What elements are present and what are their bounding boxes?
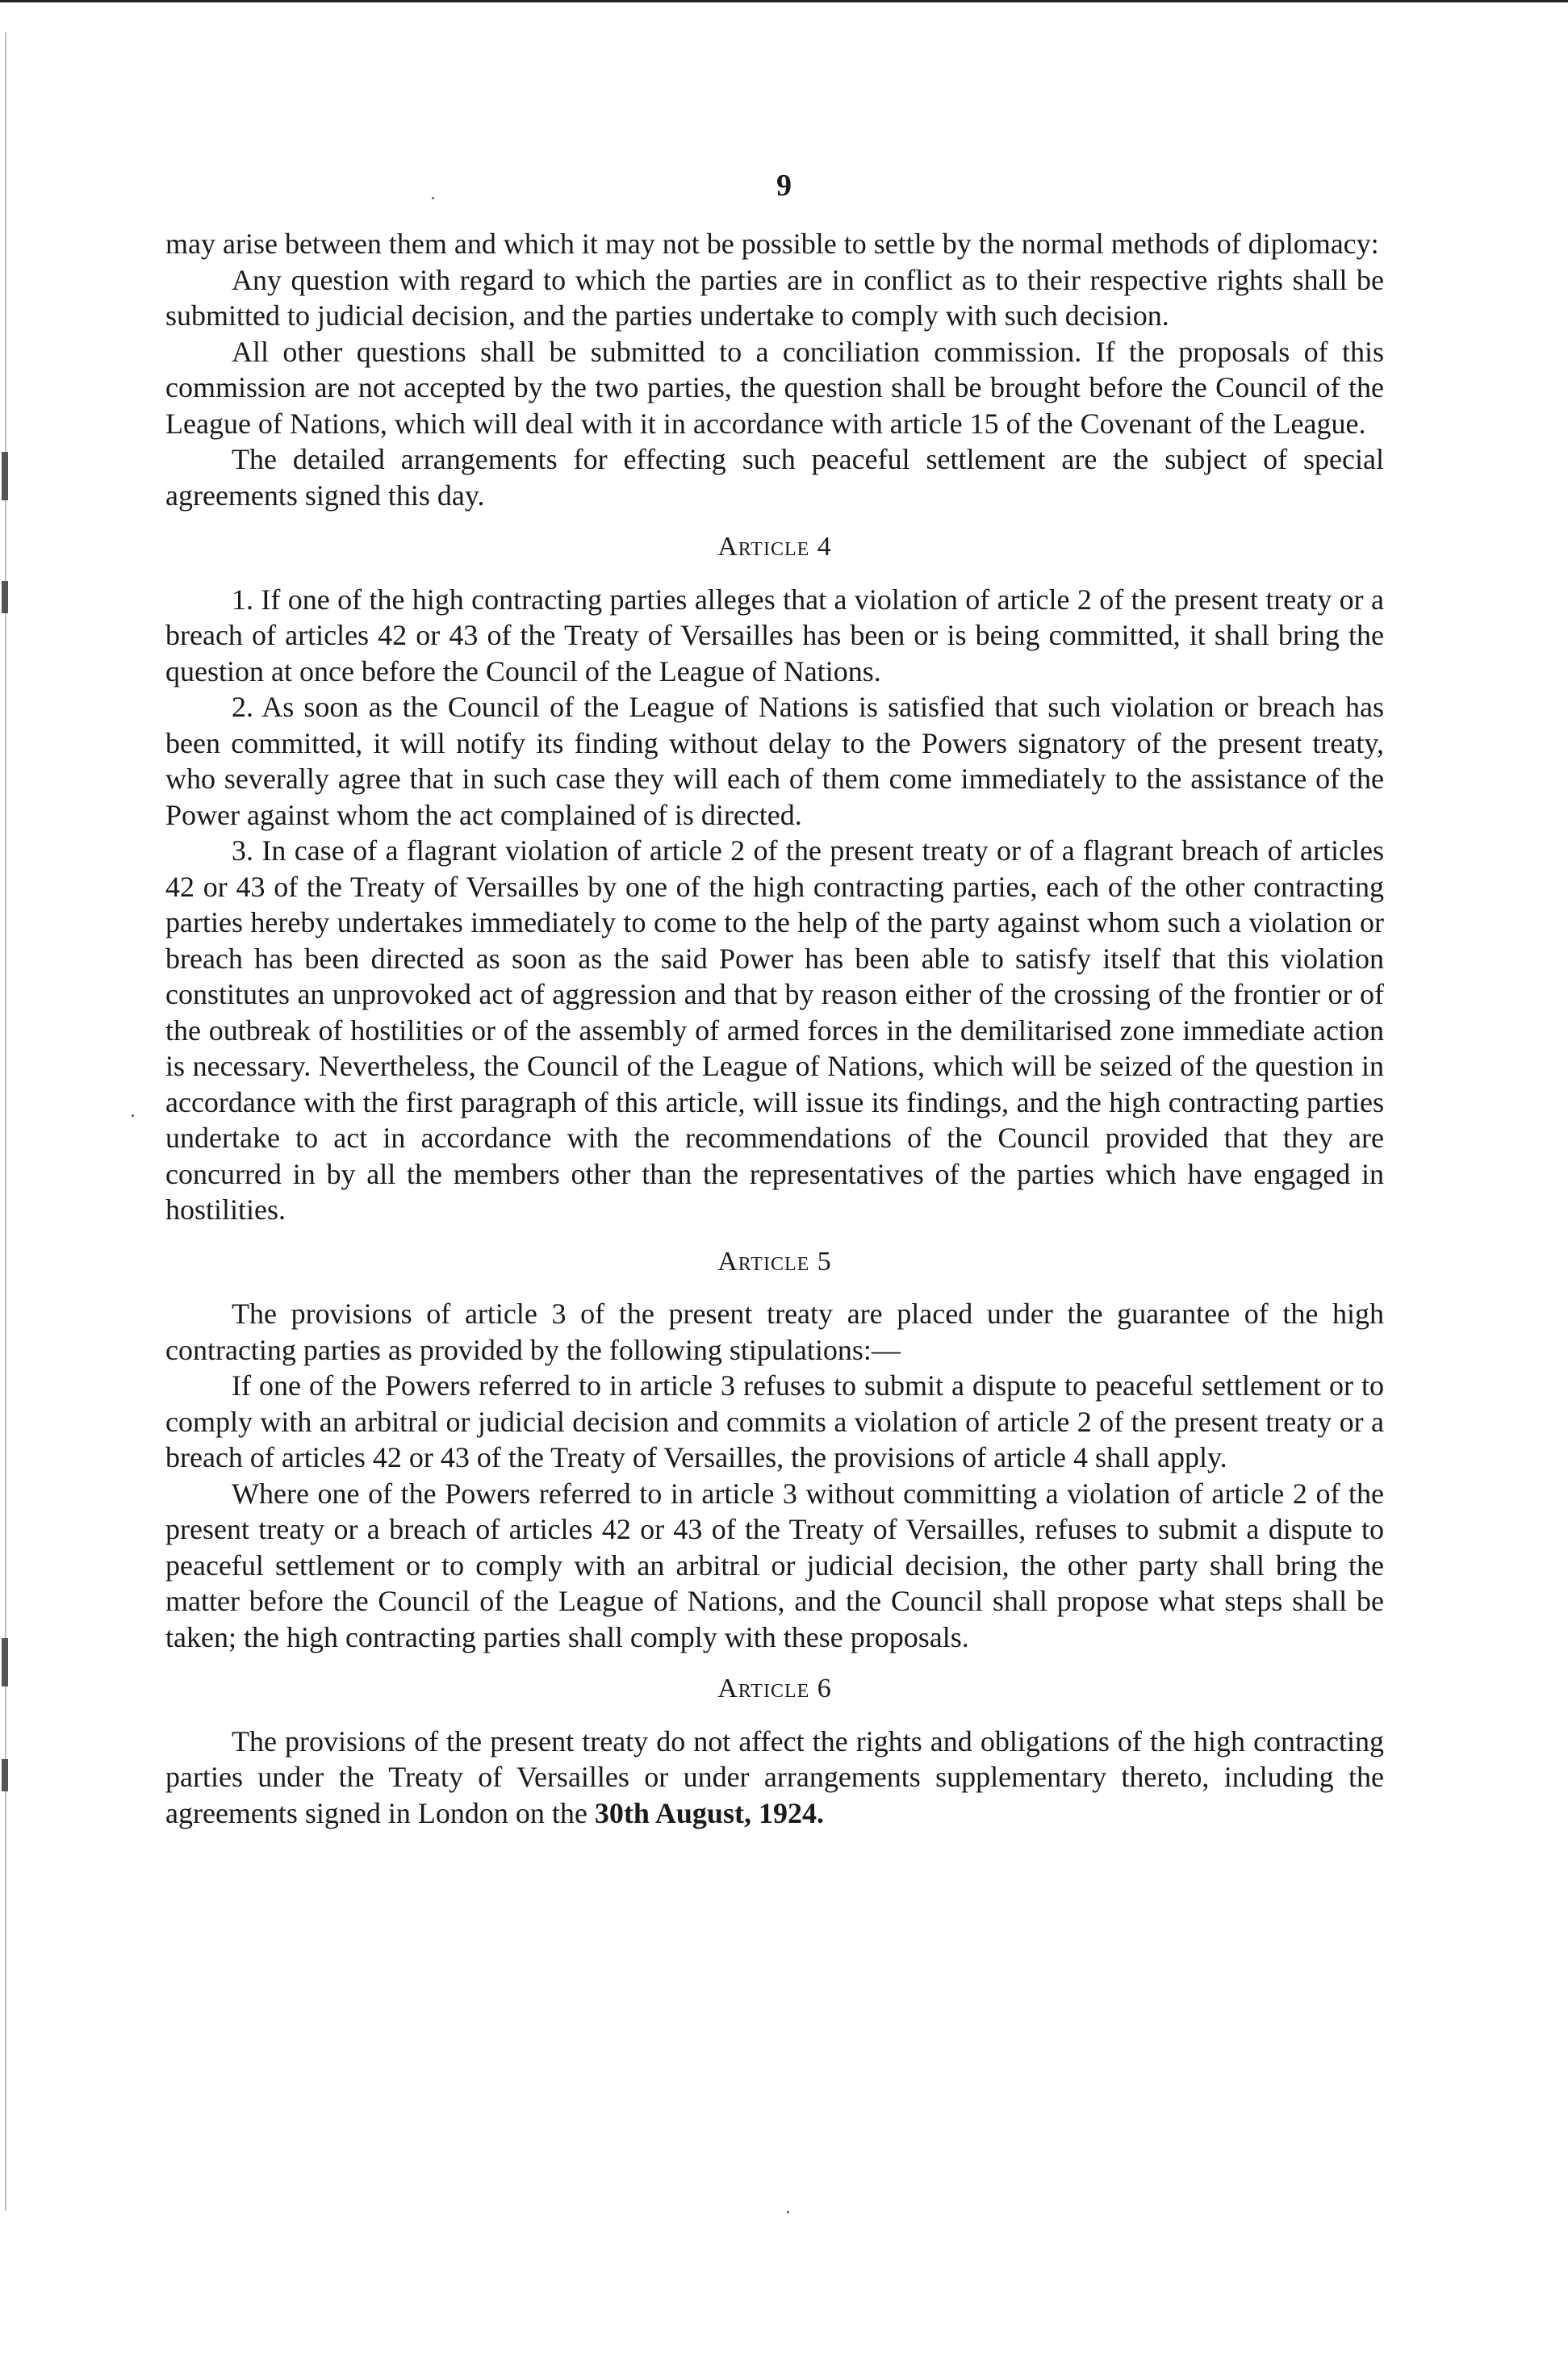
article-6-heading: Article 6	[717, 1674, 832, 1703]
document-body	[165, 226, 1384, 1831]
article-6-text: The provisions of the present treaty do not affect the rights and obligations of the high contracting parties under the Treaty of Versailles or under arrangements supplementary thereto, including the agreements signed in London on the	[165, 1724, 1384, 1829]
page-number: 9	[776, 169, 792, 203]
article-4-paragraph: 2. As soon as the Council of the League of Nations is satisfied that such violation or breach has been committed, it will notify its finding without delay to the Powers signatory of the present treaty, who severally agree that in such case they will each of them come immediately to the assistance of the Power against whom the act complained of is directed.	[165, 691, 1384, 831]
intro-paragraph: All other questions shall be submitted to a conciliation commission. If the proposals of this commission are not accepted by the two parties, the question shall be brought before the Council of the League of Nations, which will deal with it in accordance with article 15 of the Covenant of the League.	[165, 335, 1384, 440]
print-speck	[787, 2211, 789, 2213]
top-border-rule	[0, 0, 1568, 2]
left-edge-mark	[2, 1759, 8, 1791]
article-5-heading: Article 5	[717, 1246, 832, 1277]
article-5-paragraph: The provisions of article 3 of the present treaty are placed under the guarantee of the high contracting parties as provided by the following stipulations:—	[165, 1298, 1384, 1366]
left-edge-mark	[2, 581, 8, 613]
intro-paragraph: The detailed arrangements for effecting such peaceful settlement are the subject of special agreements signed this day.	[165, 443, 1384, 512]
left-margin-edge	[5, 32, 6, 2211]
article-4-paragraph: 1. If one of the high contracting parties alleges that a violation of article 2 of the present treaty or a breach of articles 42 or 43 of the Treaty of Versailles has been or is being committed, it shall bring the question at once before the Council of the League of Nations.	[165, 583, 1384, 688]
article-4-paragraph: 3. In case of a flagrant violation of article 2 of the present treaty or of a flagrant breach of articles 42 or 43 of the Treaty of Versailles by one of the high contracting parties, each of the other contracting parties hereby undertakes immediately to come to the help of the party against whom such a violation or breach has been directed as soon as the said Power has been able to satisfy itself that this violation constitutes an unprovoked act of aggression and that by reason either of the crossing of the frontier or of the outbreak of hostilities or of the assembly of armed forces in the demilitarised zone immediate action is necessary. Nevertheless, the Council of the League of Nations, which will be seized of the question in accordance with the first paragraph of this article, will issue its findings, and the high contracting parties undertake to act in accordance with the recommendations of the Council provided that they are concurred in by all the members other than the representatives of the parties which have engaged in hostilities.	[165, 834, 1384, 1226]
article-6-paragraph	[165, 1724, 1384, 1832]
article-5-paragraph: If one of the Powers referred to in article 3 refuses to submit a dispute to peaceful settlement or to comply with an arbitral or judicial decision and commits a violation of article 2 of the present treaty or a breach of articles 42 or 43 of the Treaty of Versailles, the provisions of article 4 shall apply.	[165, 1369, 1384, 1473]
print-speck	[432, 197, 434, 199]
intro-paragraph: may arise between them and which it may not be possible to settle by the normal methods of diplomacy:	[165, 228, 1379, 260]
left-edge-mark	[2, 452, 8, 500]
article-6-date: 30th August, 1924.	[594, 1796, 824, 1829]
print-speck	[132, 1114, 134, 1117]
left-edge-mark	[2, 1638, 8, 1686]
intro-paragraph: Any question with regard to which the parties are in conflict as to their respective rights shall be submitted to judicial decision, and the parties undertake to comply with such decision.	[165, 263, 1384, 332]
article-5-paragraph: Where one of the Powers referred to in article 3 without committing a violation of article 2 of the present treaty or a breach of articles 42 or 43 of the Treaty of Versailles, refuses to submit a dispute to peaceful settlement or to comply with an arbitral or judicial decision, the other party shall bring the matter before the Council of the League of Nations, and the Council shall propose what steps shall be taken; the high contracting parties shall comply with these proposals.	[165, 1477, 1384, 1653]
article-4-heading: Article 4	[717, 532, 832, 562]
